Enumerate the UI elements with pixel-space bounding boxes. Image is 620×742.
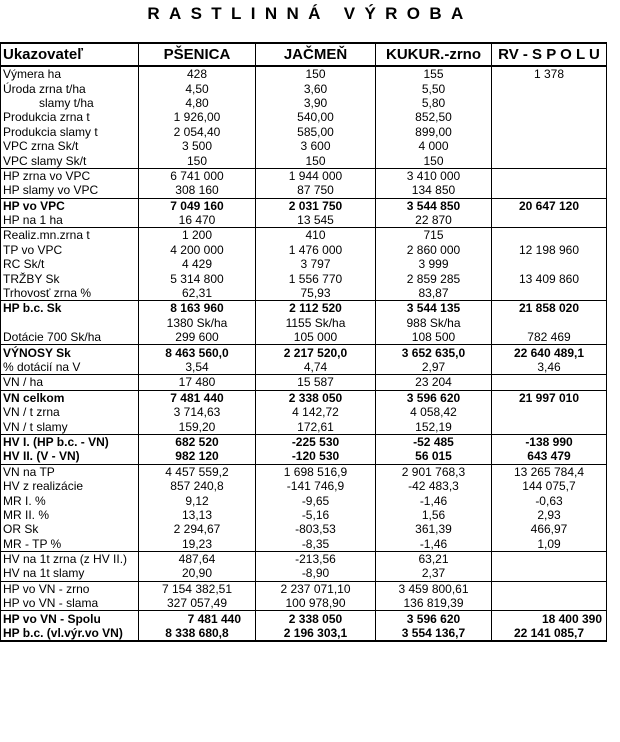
table-cell: 12 198 960 bbox=[492, 243, 607, 257]
table-cell bbox=[492, 566, 607, 581]
table-cell: -213,56 bbox=[256, 551, 376, 566]
table-cell: 4 429 bbox=[139, 257, 256, 271]
row-label: HP b.c. (vl.výr.vo VN) bbox=[1, 626, 139, 641]
row-label: RC Sk/t bbox=[1, 257, 139, 271]
table-cell bbox=[492, 125, 607, 139]
table-cell bbox=[492, 551, 607, 566]
table-cell: -120 530 bbox=[256, 449, 376, 464]
table-cell: 8 163 960 bbox=[139, 301, 256, 316]
table-cell: -9,65 bbox=[256, 493, 376, 507]
table-cell: 144 075,7 bbox=[492, 479, 607, 493]
table-cell: 13,13 bbox=[139, 508, 256, 522]
table-cell: 63,21 bbox=[376, 551, 492, 566]
table-cell bbox=[492, 213, 607, 228]
row-label: Dotácie 700 Sk/ha bbox=[1, 330, 139, 345]
table-cell: 4,80 bbox=[139, 96, 256, 110]
table-cell: 2 859 285 bbox=[376, 271, 492, 285]
table-cell bbox=[492, 139, 607, 153]
row-label: HP vo VPC bbox=[1, 198, 139, 213]
table-cell: 21 997 010 bbox=[492, 390, 607, 405]
table-cell: 108 500 bbox=[376, 330, 492, 345]
table-cell: 150 bbox=[256, 153, 376, 168]
table-row bbox=[1, 611, 607, 626]
table-cell bbox=[492, 405, 607, 419]
table-cell: 75,93 bbox=[256, 286, 376, 301]
row-label: HV II. (V - VN) bbox=[1, 449, 139, 464]
table-row bbox=[1, 345, 607, 360]
table-row bbox=[1, 96, 607, 110]
table-cell: 7 049 160 bbox=[139, 198, 256, 213]
table-cell: 23 204 bbox=[376, 375, 492, 390]
table-cell: 6 741 000 bbox=[139, 168, 256, 183]
table-cell: 1 698 516,9 bbox=[256, 464, 376, 479]
table-row bbox=[1, 551, 607, 566]
table-cell: 4 000 bbox=[376, 139, 492, 153]
table-cell: 172,61 bbox=[256, 419, 376, 434]
table-cell: 3 410 000 bbox=[376, 168, 492, 183]
row-label: HP zrna vo VPC bbox=[1, 168, 139, 183]
table-cell: 2 294,67 bbox=[139, 522, 256, 536]
table-cell bbox=[492, 316, 607, 330]
row-label: Úroda zrna t/ha bbox=[1, 81, 139, 95]
table-cell: -225 530 bbox=[256, 434, 376, 449]
table-row bbox=[1, 596, 607, 611]
table-row bbox=[1, 375, 607, 390]
table-row bbox=[1, 537, 607, 552]
table-cell: 1,56 bbox=[376, 508, 492, 522]
row-label: TP vo VPC bbox=[1, 243, 139, 257]
table-cell: 1155 Sk/ha bbox=[256, 316, 376, 330]
row-label: HP vo VN - slama bbox=[1, 596, 139, 611]
table-cell bbox=[492, 168, 607, 183]
table-cell: 22 640 489,1 bbox=[492, 345, 607, 360]
table-cell: 3 596 620 bbox=[376, 390, 492, 405]
table-cell: 20,90 bbox=[139, 566, 256, 581]
table-row bbox=[1, 213, 607, 228]
table-cell: 5 314 800 bbox=[139, 271, 256, 285]
table-cell: 13 265 784,4 bbox=[492, 464, 607, 479]
table-row bbox=[1, 566, 607, 581]
table-cell: 327 057,49 bbox=[139, 596, 256, 611]
table-cell: 715 bbox=[376, 228, 492, 243]
table-cell: 3,90 bbox=[256, 96, 376, 110]
table-cell: 2 860 000 bbox=[376, 243, 492, 257]
table-row bbox=[1, 153, 607, 168]
table-cell: 159,20 bbox=[139, 419, 256, 434]
table-cell: 1 200 bbox=[139, 228, 256, 243]
table-cell: 18 400 390 bbox=[492, 611, 607, 626]
table-cell: 4 058,42 bbox=[376, 405, 492, 419]
table-cell: 643 479 bbox=[492, 449, 607, 464]
row-label: TRŽBY Sk bbox=[1, 271, 139, 285]
table-cell: 15 587 bbox=[256, 375, 376, 390]
table-cell: 1 556 770 bbox=[256, 271, 376, 285]
column-header: PŠENICA bbox=[139, 43, 256, 66]
table-row bbox=[1, 301, 607, 316]
table-cell bbox=[492, 419, 607, 434]
table-cell bbox=[492, 581, 607, 596]
table-cell: 56 015 bbox=[376, 449, 492, 464]
table-cell: 20 647 120 bbox=[492, 198, 607, 213]
table-cell: 428 bbox=[139, 66, 256, 81]
table-row bbox=[1, 110, 607, 124]
table-row bbox=[1, 316, 607, 330]
table-cell: 5,50 bbox=[376, 81, 492, 95]
table-row bbox=[1, 286, 607, 301]
row-label: OR Sk bbox=[1, 522, 139, 536]
table-cell: -8,35 bbox=[256, 537, 376, 552]
table-row bbox=[1, 581, 607, 596]
table-cell: 852,50 bbox=[376, 110, 492, 124]
table-row bbox=[1, 243, 607, 257]
table-row bbox=[1, 479, 607, 493]
table-cell: 155 bbox=[376, 66, 492, 81]
table-cell: 7 154 382,51 bbox=[139, 581, 256, 596]
table-cell: 3 652 635,0 bbox=[376, 345, 492, 360]
column-header: RV - S P O L U bbox=[492, 43, 607, 66]
table-cell: 13 409 860 bbox=[492, 271, 607, 285]
table-row bbox=[1, 271, 607, 285]
table-cell: 540,00 bbox=[256, 110, 376, 124]
table-row bbox=[1, 360, 607, 375]
table-cell bbox=[492, 110, 607, 124]
row-label: Realiz.mn.zrna t bbox=[1, 228, 139, 243]
table-cell: 7 481 440 bbox=[139, 390, 256, 405]
table-cell: 3 596 620 bbox=[376, 611, 492, 626]
table-cell: 2 112 520 bbox=[256, 301, 376, 316]
table-row bbox=[1, 257, 607, 271]
table-cell: 4 142,72 bbox=[256, 405, 376, 419]
row-label: VN / t zrna bbox=[1, 405, 139, 419]
row-label: HP slamy vo VPC bbox=[1, 183, 139, 198]
row-label: HV I. (HP b.c. - VN) bbox=[1, 434, 139, 449]
table-cell: 2 338 050 bbox=[256, 390, 376, 405]
table-cell: 100 978,90 bbox=[256, 596, 376, 611]
table-row bbox=[1, 390, 607, 405]
table-cell: 8 338 680,8 bbox=[139, 626, 256, 641]
table-cell: 105 000 bbox=[256, 330, 376, 345]
row-label: Trhovosť zrna % bbox=[1, 286, 139, 301]
table-cell: 4,74 bbox=[256, 360, 376, 375]
table-cell: 899,00 bbox=[376, 125, 492, 139]
table-row bbox=[1, 508, 607, 522]
table-cell: -8,90 bbox=[256, 566, 376, 581]
table-cell: 22 141 085,7 bbox=[492, 626, 607, 641]
table-cell: 682 520 bbox=[139, 434, 256, 449]
table-row bbox=[1, 66, 607, 81]
table-cell: 3 500 bbox=[139, 139, 256, 153]
table-cell: 1380 Sk/ha bbox=[139, 316, 256, 330]
table-cell: 2 338 050 bbox=[256, 611, 376, 626]
table-cell: -141 746,9 bbox=[256, 479, 376, 493]
table-row bbox=[1, 228, 607, 243]
table-cell: 2 217 520,0 bbox=[256, 345, 376, 360]
row-label: HV na 1t slamy bbox=[1, 566, 139, 581]
table-cell: 3 554 136,7 bbox=[376, 626, 492, 641]
table-cell: 466,97 bbox=[492, 522, 607, 536]
table-cell bbox=[492, 228, 607, 243]
table-cell: 1 378 bbox=[492, 66, 607, 81]
table-cell: 17 480 bbox=[139, 375, 256, 390]
table-cell: 152,19 bbox=[376, 419, 492, 434]
table-cell: 3,54 bbox=[139, 360, 256, 375]
page-title: RASTLINNÁ VÝROBA bbox=[147, 4, 473, 23]
table-row bbox=[1, 81, 607, 95]
table-cell: 16 470 bbox=[139, 213, 256, 228]
table-row bbox=[1, 125, 607, 139]
table-cell: 150 bbox=[139, 153, 256, 168]
table-cell: 87 750 bbox=[256, 183, 376, 198]
table-row bbox=[1, 183, 607, 198]
table-cell: 21 858 020 bbox=[492, 301, 607, 316]
table-row bbox=[1, 449, 607, 464]
table-cell: 782 469 bbox=[492, 330, 607, 345]
table-row bbox=[1, 464, 607, 479]
table-cell: 150 bbox=[256, 66, 376, 81]
table-row bbox=[1, 198, 607, 213]
table-cell: 857 240,8 bbox=[139, 479, 256, 493]
table-cell: 3 544 135 bbox=[376, 301, 492, 316]
table-cell: -803,53 bbox=[256, 522, 376, 536]
row-label: HP vo VN - Spolu bbox=[1, 611, 139, 626]
table-cell: 8 463 560,0 bbox=[139, 345, 256, 360]
table-row bbox=[1, 522, 607, 536]
table-cell: 1,09 bbox=[492, 537, 607, 552]
row-label: HV na 1t zrna (z HV II.) bbox=[1, 551, 139, 566]
row-label: slamy t/ha bbox=[1, 96, 139, 110]
table-cell: 136 819,39 bbox=[376, 596, 492, 611]
table-cell: 9,12 bbox=[139, 493, 256, 507]
table-cell: 62,31 bbox=[139, 286, 256, 301]
row-label: HP vo VN - zrno bbox=[1, 581, 139, 596]
row-label: VÝNOSY Sk bbox=[1, 345, 139, 360]
table-cell: 134 850 bbox=[376, 183, 492, 198]
table-cell: -1,46 bbox=[376, 537, 492, 552]
table-cell: -138 990 bbox=[492, 434, 607, 449]
table-cell bbox=[492, 286, 607, 301]
table-cell: 982 120 bbox=[139, 449, 256, 464]
column-header: KUKUR.-zrno bbox=[376, 43, 492, 66]
table-cell: 13 545 bbox=[256, 213, 376, 228]
table-cell: -0,63 bbox=[492, 493, 607, 507]
table-cell bbox=[492, 153, 607, 168]
table-cell: 308 160 bbox=[139, 183, 256, 198]
production-table bbox=[0, 42, 607, 642]
table-cell: 2,93 bbox=[492, 508, 607, 522]
row-label: Produkcia slamy t bbox=[1, 125, 139, 139]
table-cell: 2 054,40 bbox=[139, 125, 256, 139]
table-cell: 7 481 440 bbox=[139, 611, 256, 626]
table-cell: 3,60 bbox=[256, 81, 376, 95]
table-cell bbox=[492, 81, 607, 95]
table-row bbox=[1, 434, 607, 449]
table-cell: 3 600 bbox=[256, 139, 376, 153]
table-cell: 487,64 bbox=[139, 551, 256, 566]
table-cell: 1 926,00 bbox=[139, 110, 256, 124]
table-cell: 585,00 bbox=[256, 125, 376, 139]
table-cell bbox=[492, 375, 607, 390]
table-cell: 2,37 bbox=[376, 566, 492, 581]
table-cell: -5,16 bbox=[256, 508, 376, 522]
row-label: VN na TP bbox=[1, 464, 139, 479]
table-cell: 4,50 bbox=[139, 81, 256, 95]
table-cell: 988 Sk/ha bbox=[376, 316, 492, 330]
table-row bbox=[1, 330, 607, 345]
table-cell bbox=[492, 96, 607, 110]
table-cell: 3 544 850 bbox=[376, 198, 492, 213]
table-cell: 150 bbox=[376, 153, 492, 168]
row-label: HV z realizácie bbox=[1, 479, 139, 493]
row-label bbox=[1, 316, 139, 330]
table-cell: 83,87 bbox=[376, 286, 492, 301]
row-label: VN celkom bbox=[1, 390, 139, 405]
table-row bbox=[1, 139, 607, 153]
table-cell: 2 196 303,1 bbox=[256, 626, 376, 641]
table-cell: 1 944 000 bbox=[256, 168, 376, 183]
row-label: Výmera ha bbox=[1, 66, 139, 81]
table-cell: 2 237 071,10 bbox=[256, 581, 376, 596]
row-label: VPC zrna Sk/t bbox=[1, 139, 139, 153]
table-cell: -52 485 bbox=[376, 434, 492, 449]
row-label: MR II. % bbox=[1, 508, 139, 522]
table-cell bbox=[492, 183, 607, 198]
table-row bbox=[1, 626, 607, 641]
table-cell: 3 459 800,61 bbox=[376, 581, 492, 596]
table-cell: 19,23 bbox=[139, 537, 256, 552]
table-cell: 361,39 bbox=[376, 522, 492, 536]
row-label: % dotácií na V bbox=[1, 360, 139, 375]
table-cell: -1,46 bbox=[376, 493, 492, 507]
row-label: VN / ha bbox=[1, 375, 139, 390]
column-header: JAČMEŇ bbox=[256, 43, 376, 66]
header-row bbox=[1, 43, 607, 66]
table-cell: 3,46 bbox=[492, 360, 607, 375]
table-cell: 3 714,63 bbox=[139, 405, 256, 419]
table-cell: 22 870 bbox=[376, 213, 492, 228]
table-row bbox=[1, 419, 607, 434]
table-cell: 4 200 000 bbox=[139, 243, 256, 257]
table-cell: 2 901 768,3 bbox=[376, 464, 492, 479]
table-cell: -42 483,3 bbox=[376, 479, 492, 493]
table-row bbox=[1, 493, 607, 507]
table-cell: 4 457 559,2 bbox=[139, 464, 256, 479]
table-cell bbox=[492, 257, 607, 271]
table-cell: 3 999 bbox=[376, 257, 492, 271]
row-label: MR I. % bbox=[1, 493, 139, 507]
row-label: VN / t slamy bbox=[1, 419, 139, 434]
table-cell: 2 031 750 bbox=[256, 198, 376, 213]
table-cell: 5,80 bbox=[376, 96, 492, 110]
table-cell: 299 600 bbox=[139, 330, 256, 345]
column-header: Ukazovateľ bbox=[1, 43, 139, 66]
table-cell: 3 797 bbox=[256, 257, 376, 271]
table-cell: 410 bbox=[256, 228, 376, 243]
row-label: HP b.c. Sk bbox=[1, 301, 139, 316]
table-row bbox=[1, 405, 607, 419]
table-cell: 2,97 bbox=[376, 360, 492, 375]
table-cell: 1 476 000 bbox=[256, 243, 376, 257]
row-label: Produkcia zrna t bbox=[1, 110, 139, 124]
row-label: HP na 1 ha bbox=[1, 213, 139, 228]
table-cell bbox=[492, 596, 607, 611]
row-label: VPC slamy Sk/t bbox=[1, 153, 139, 168]
table-row bbox=[1, 168, 607, 183]
row-label: MR - TP % bbox=[1, 537, 139, 552]
